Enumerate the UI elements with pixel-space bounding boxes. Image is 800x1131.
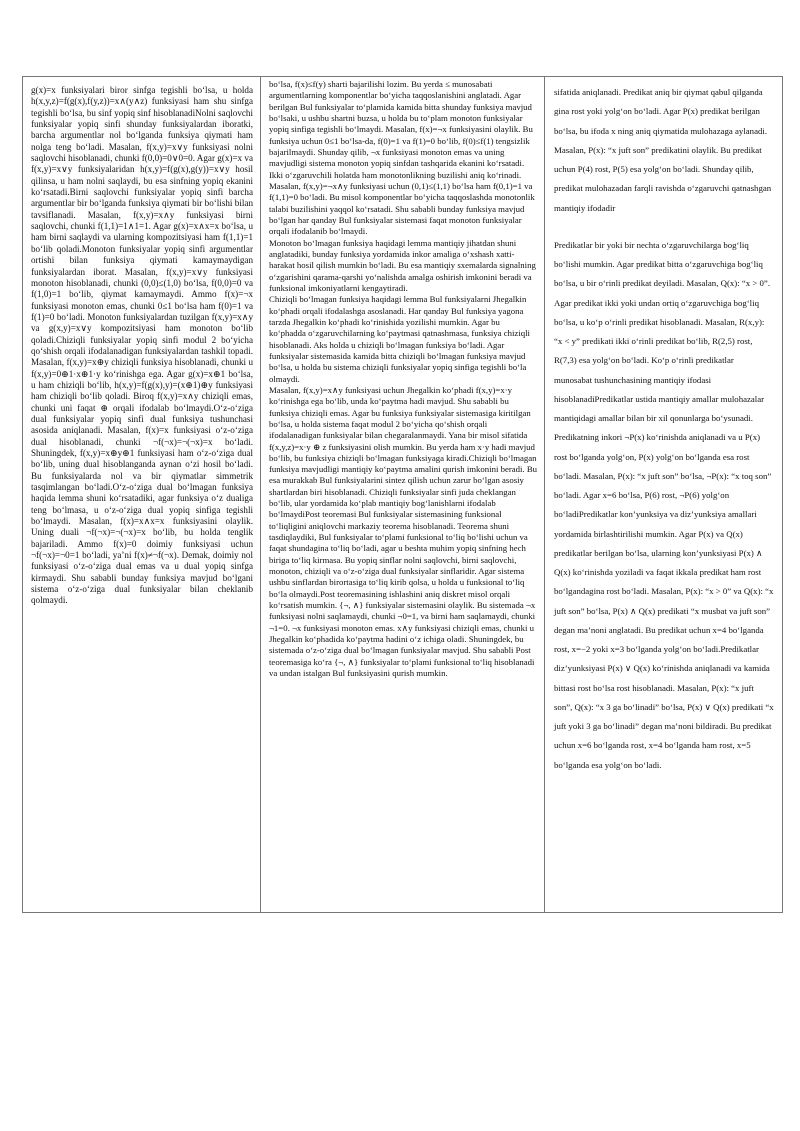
three-column-text-table (22, 76, 783, 913)
column-left (23, 77, 260, 912)
column-left-text: g(x)=x funksiyalari biror sinfga tegishli bo‘lsa, u holda h(x,y,z)=f(g(x),f(y,z))=x∧(y∧z) funksiyasi ham shu sinfga tegishli bo‘lsa, bu sinf yopiq sinf hisoblanadiNolni saqlovchi funksiyalar yopiq sinfi shunday funksiyalardan iboratki, barcha argumentlar nol bo‘lganda funksiya qiymati ham nolga teng bo‘ladi. Masalan, f(x,y)=x∨y funksiyasi nolni saqlovchi hisoblanadi, chunki f(0,0)=0∨0=0. Agar g(x)=x va f(x,y)=x∨y funksiyalaridan h(x,y)=f(g(x),g(y))=x∨y hosil qilinsa, u ham nolni saqlaydi, bu esa sinfning yopiq ekanini ko‘rsatadi.Birni saqlovchi funksiyalar yopiq sinfi barcha argumentlar bir bo‘lganda funksiya qiymati bir bo‘lishi bilan tavsiflanadi. Masalan, f(x,y)=x∧y funksiyasi birni saqlovchi, chunki f(1,1)=1∧1=1. Agar g(x)=x∧x=x bo‘lsa, u ham birni saqlaydi va ularning kompozitsiyasi ham f(1,1)=1 bo‘lib qoladi.Monoton funksiyalar yopiq sinfi argumentlar ortishi bilan funksiya qiymati kamaymaydigan funksiyalardan iborat. Masalan, f(x,y)=x∨y funksiyasi monoton hisoblanadi, chunki (0,0)≤(1,0) bo‘lsa, f(0,0)=0 va f(1,0)=1 bo‘lib, qiymat kamaymaydi. Ammo f(x)=¬x funksiyasi monoton emas, chunki 0≤1 bo‘lsa ham f(0)=1 va f(1)=0 bo‘ladi. Monoton funksiyalardan tuzilgan f(x,y)=x∧y va g(x,y)=x∨y kompozitsiyasi ham monoton bo‘lib qoladi.Chiziqli funksiyalar yopiq sinfi modul 2 bo‘yicha qo‘shish orqali ifodalanadigan funksiyalardan tashkil topadi. Masalan, f(x,y)=x⊕y chiziqli funksiya hisoblanadi, chunki u f(x,y)=0⊕1·x⊕1·y ko‘rinishga ega. Agar g(x)=x⊕1 bo‘lsa, u ham chiziqli bo‘lib, h(x,y)=f(g(x),y)=(x⊕1)⊕y funksiyasi ham chiziqli bo‘lib qoladi. Biroq f(x,y)=x∧y chiziqli emas, chunki uni faqat ⊕ orqali ifodalab bo‘lmaydi.O‘z-o‘ziga dual funksiyalar yopiq sinfi dual funksiya tushunchasi asosida aniqlanadi. Masalan, f(x)=x funksiyasi o‘z-o‘ziga dual hisoblanadi, chunki ¬f(¬x)=¬(¬x)=x bo‘ladi. Shuningdek, f(x,y)=x⊕y⊕1 funksiyasi ham o‘z-o‘ziga dual bo‘lib, uning dual hisoblanganda aynan o‘zi hosil bo‘ladi. Bu funksiyalarda nol va bir qiymatlar simmetrik tasqimlangan bo‘ladi.O‘z-o‘ziga dual bo‘lmagan funksiya haqida lemma shuni ko‘rsatadiki, agar funksiya o‘z dualiga teng bo‘lmasa, u o‘z-o‘ziga dual yopiq sinfiga tegishli bo‘lmaydi. Masalan, f(x)=x∧x=x funksiyasini olaylik. Uning duali ¬f(¬x)=¬(¬x)=x bo‘lib, bu holda tenglik bajariladi. Ammo f(x)=0 doimiy funksiyasi uchun ¬f(¬x)=¬0=1 bo‘ladi, ya’ni f(x)≠¬f(¬x). Demak, doimiy nol funksiyasi o‘z-o‘ziga dual emas va u dual yopiq sinfga kirmaydi. Shu sababli bunday funksiya mavjud bo‘lgani sistema o‘z-o‘ziga dual funksiyalar bilan cheklanib qolmaydi. (31, 85, 253, 606)
column-right-paragraph-2: Predikatlar bir yoki bir nechta o‘zgaruvchilarga bog‘liq bo‘lishi mumkin. Agar predikat bitta o‘zgaruvchiga bog‘liq bo‘lsa, u bir o‘rinli predikat deyiladi. Masalan, Q(x): “x > 0”. Agar predikat ikki yoki undan ortiq o‘zgaruvchiga bog‘liq bo‘lsa, u ko‘p o‘rinli predikat hisoblanadi. Masalan, R(x,y): “x < y” predikati ikki o‘rinli predikat bo‘lib, R(2,5) rost, R(7,3) esa yolg‘on bo‘ladi. Ko‘p o‘rinli predikatlar munosabat tushunchasining mantiqiy ifodasi hisoblanadiPredikatlar ustida mantiqiy amallar mulohazalar mantiqidagi amallar bilan bir xil qonunlarga bo‘ysunadi. Predikatning inkori ¬P(x) ko‘rinishda aniqlanadi va u P(x) rost bo‘lganda yolg‘on, P(x) yolg‘on bo‘lganda esa rost bo‘ladi. Masalan, P(x): “x juft son” bo‘lsa, ¬P(x): “x toq son” bo‘ladi. Agar x=6 bo‘lsa, P(6) rost, ¬P(6) yolg‘on bo‘ladiPredikatlar kon’yunksiya va diz’yunksiya amallari yordamida birlashtirilishi mumkin. Agar P(x) va Q(x) predikatlar berilgan bo‘lsa, ularning kon’yunksiyasi P(x) ∧ Q(x) ko‘rinishda yoziladi va faqat ikkala predikat ham rost bo‘lgandagina rost bo‘ladi. Masalan, P(x): “x > 0” va Q(x): “x juft son” bo‘lsa, P(x) ∧ Q(x) predikati “x musbat va juft son” degan ma’noni anglatadi. Bu predikat uchun x=4 bo‘lganda rost, x=−2 yoki x=3 bo‘lganda yolg‘on bo‘ladi.Predikatlar diz’yunksiyasi P(x) ∨ Q(x) ko‘rinishda aniqlanadi va kamida bittasi rost bo‘lsa rost hisoblanadi. Masalan, P(x): “x juft son”, Q(x): “x 3 ga bo‘linadi” bo‘lsa, P(x) ∨ Q(x) predikati “x juft yoki 3 ga bo‘linadi” degan ma’noni bildiradi. Bu predikat uchun x=6 bo‘lganda rost, x=4 bo‘lganda ham rost, x=5 bo‘lganda esa yolg‘on bo‘ladi. (554, 239, 774, 770)
column-middle-text: bo‘lsa, f(x)≤f(y) sharti bajarilishi lozim. Bu yerda ≤ munosabati argumentlarning komponentlar bo‘yicha taqqoslanishini anglatadi. Agar berilgan Bul funksiyalar to‘plamida kamida bitta shunday funksiya mavjud bo‘lsaki, u ushbu shartni buzsa, u holda bu to‘plam monoton funksiyalar yopiq sinfiga tegishli bo‘lmaydi. Masalan, f(x)=¬x funksiyasini olaylik. Bu funksiya uchun 0≤1 bo‘lsa-da, f(0)=1 va f(1)=0 bo‘lib, f(0)≤f(1) tengsizlik bajarilmaydi. Shunday qilib, ¬x funksiyasi monoton emas va uning mavjudligi sistema monoton yopiq sinfdan tashqarida ekanini ko‘rsatadi. Ikki o‘zgaruvchili holatda ham monotonlikning buzilishi aniq ko‘rinadi. Masalan, f(x,y)=¬x∧y funksiyasi uchun (0,1)≤(1,1) bo‘lsa ham f(0,1)=1 va f(1,1)=0 bo‘ladi. Bu misol komponentlar bo‘yicha taqqoslashda monotonlik talabi buzilishini yaqqol ko‘rsatadi. Shu sababli bunday funksiya mavjud bo‘lgan har qanday Bul funksiyalar sistemasi faqat monoton funksiyalar orqali ifodalanib bo‘lmaydi. Monoton bo‘lmagan funksiya haqidagi lemma mantiqiy jihatdan shuni anglatadiki, bunday funksiya yordamida inkor amaliga o‘xshash xatti-harakat hosil qilish mumkin bo‘ladi. Bu esa mantiqiy sxemalarda signalning o‘zgarishini qarama-qarshi yo‘nalishda amalga oshirish imkonini beradi va funksional imkoniyatlarni kengaytiradi. Chiziqli bo‘lmagan funksiya haqidagi lemma Bul funksiyalarni Jhegalkin ko‘phadi orqali ifodalashga asoslanadi. Har qanday Bul funksiya yagona tarzda Jhegalkin ko‘phadi ko‘rinishida yozilishi mumkin. Agar bu ko‘phadda o‘zgaruvchilarning ko‘paytmasi qatnashmasa, funksiya chiziqli hisoblanadi. Aks holda u chiziqli bo‘lmagan funksiya bo‘ladi. Agar funksiyalar sistemasida kamida bitta chiziqli bo‘lmagan funksiya mavjud bo‘lsa, u holda bu sistema chiziqli funksiyalar yopiq sinfiga tegishli bo‘la olmaydi. Masalan, f(x,y)=x∧y funksiyasi uchun Jhegalkin ko‘phadi f(x,y)=x·y ko‘rinishga ega bo‘lib, unda ko‘paytma hadi mavjud. Shu sababli bu funksiya chiziqli emas. Agar bu funksiya funksiyalar sistemasiga kiritilgan bo‘lsa, u holda sistema faqat modul 2 bo‘yicha qo‘shish orqali ifodalanadigan funksiyalar bilan chegaralanmaydi. Yana bir misol sifatida f(x,y,z)=x·y ⊕ z funksiyasini olish mumkin. Bu yerda ham x·y hadi mavjud bo‘lib, bu funksiya chiziqli bo‘lmagan funksiyaga kiradi.Chiziqli bo‘lmagan funksiya mavjudligi mantiqiy ko‘paytma amalini qurish imkonini beradi. Bu esa murakkab Bul funksiyalarini sintez qilish uchun zarur bo‘lgan asosiy shartlardan biri hisoblanadi. Chiziqli funksiyalar sinfi juda cheklangan bo‘lib, ular yordamida ko‘plab mantiqiy bog‘lanishlarni ifodalab bo‘lmaydiPost teoremasi Bul funksiyalar sistemasining funksional to‘liqligini aniqlovchi markaziy teorema hisoblanadi. Teorema shuni tasdiqlaydiki, Bul funksiyalar to‘plami funksional to‘liq bo‘lishi uchun va faqat shundagina to‘liq bo‘ladi, agar u beshta muhim yopiq sinfning hech biriga to‘liq kirmasa. Bu yopiq sinflar nolni saqlovchi, birni saqlovchi, monoton, chiziqli va o‘z-o‘ziga dual funksiyalar sinflaridir. Agar sistema ushbu sinflardan birortasiga to‘liq kirib qolsa, u holda u funksional to‘liq bo‘la olmaydi.Post teoremasining ishlashini aniq diskret misol orqali ko‘rsatish mumkin. {¬, ∧} funksiyalar sistemasini olaylik. Bu sistemada ¬x funksiyasi nolni saqlamaydi, chunki ¬0=1, va birni ham saqlamaydi, chunki ¬1=0. ¬x funksiyasi monoton emas. x∧y funksiyasi chiziqli emas, chunki u Jhegalkin ko‘phadida ko‘paytma hadini o‘z ichiga oladi. Shuningdek, bu sistemada o‘z-o‘ziga dual bo‘lmagan funksiyalar mavjud. Shu sababli Post teoremasiga ko‘ra {¬, ∧} funksiyalar to‘plami funksional to‘liq hisoblanadi va undan istalgan Bul funksiyasini qurish mumkin. (269, 79, 538, 679)
column-right (544, 77, 782, 912)
column-right-paragraph-1: sifatida aniqlanadi. Predikat aniq bir qiymat qabul qilganda gina rost yoki yolg‘on bo‘ladi. Agar P(x) predikat berilgan bo‘lsa, bu ifoda x ning aniq qiymatida mulohazaga aylanadi. Masalan, P(x): “x juft son” predikatini olaylik. Bu predikat uchun P(4) rost, P(5) esa yolg‘on bo‘ladi. Shunday qilib, predikat mulohazadan farqli ravishda o‘zgaruvchi qatnashgan mantiqiy ifodadir (554, 87, 772, 213)
column-middle (260, 77, 544, 912)
